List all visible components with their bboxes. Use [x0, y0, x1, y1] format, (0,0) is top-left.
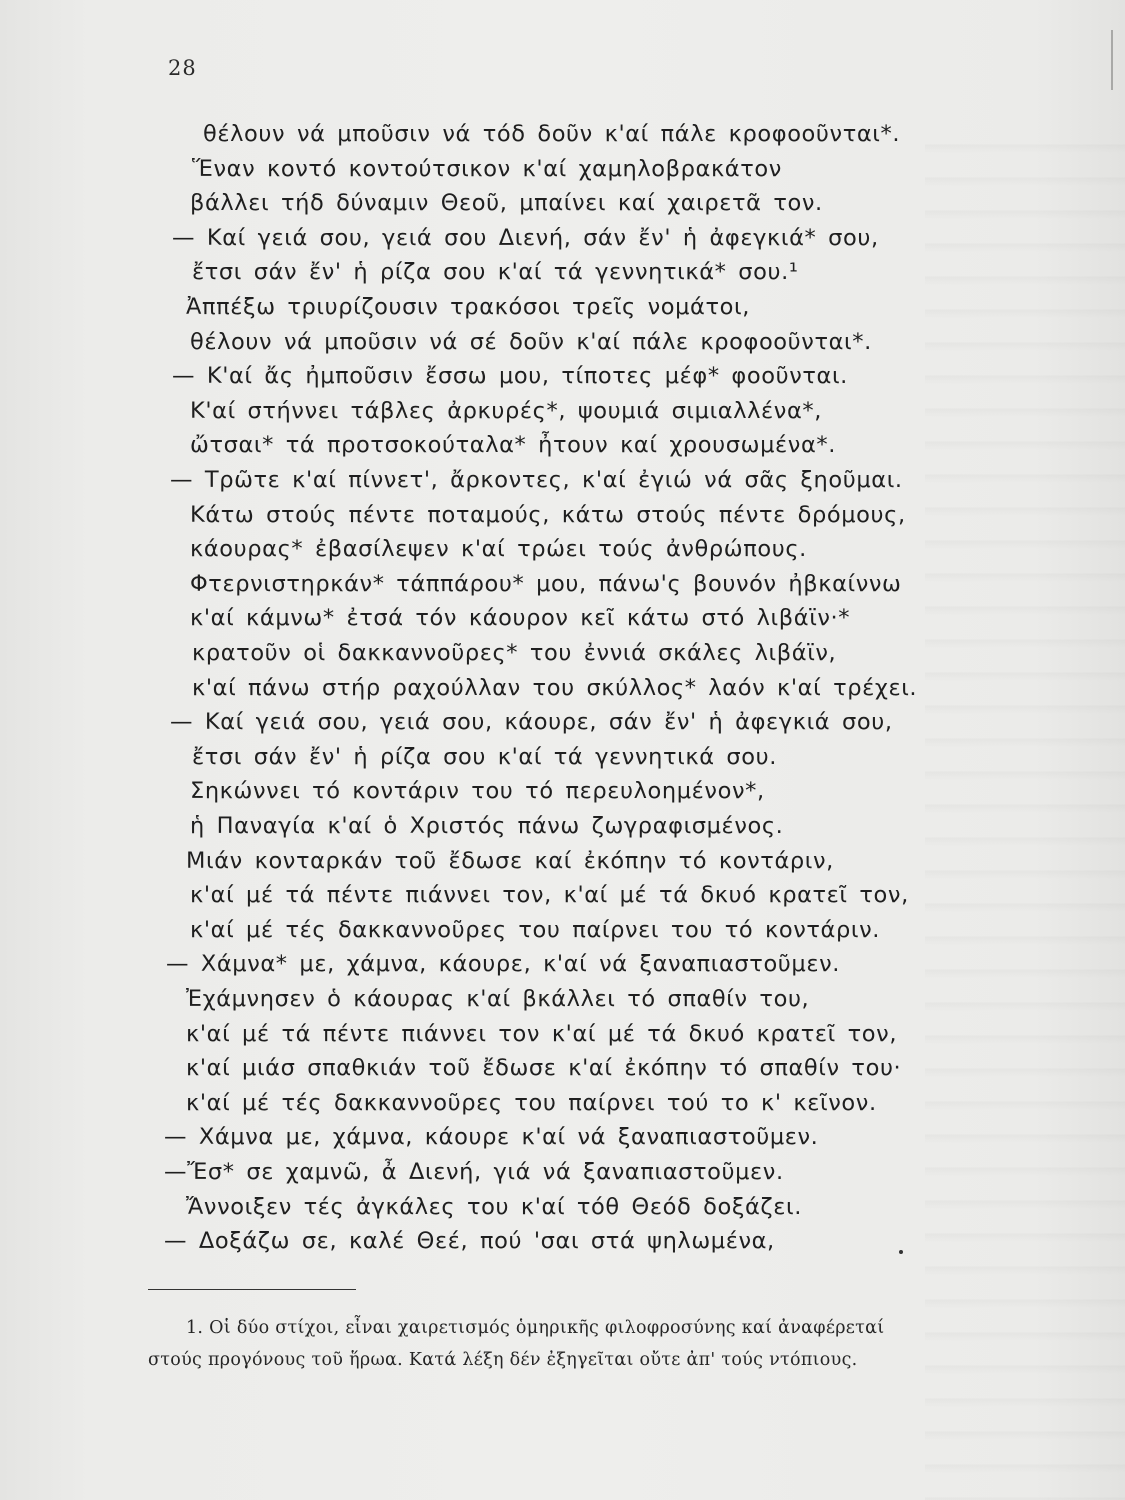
verse-line: Κάτω στούς πέντε ποταμούς, κάτω στούς πέντε δρόμους,: [190, 501, 906, 528]
page-number: 28: [168, 56, 197, 80]
verse-line: κ'αί μέ τές δακκαννοῦρες του παίρνει τού το κ' κεῖνον.: [186, 1089, 877, 1116]
verse-line: —Ἔσ* σε χαμνῶ, ἆ Διενή, γιά νά ξαναπιαστοῦμεν.: [164, 1159, 784, 1185]
verse-line: — Χάμνα με, χάμνα, κάουρε κ'αί νά ξαναπιαστοῦμεν.: [164, 1124, 819, 1151]
verse-line: ἔτσι σάν ἔν' ἡ ρίζα σου κ'αί τά γεννητικά σου.: [192, 743, 777, 770]
verse-line: Ἕναν κοντό κοντούτσικον κ'αί χαμηλοβρακάτον: [192, 155, 782, 182]
verse-line: κ'αί μιάσ σπαθκιάν τοῦ ἔδωσε κ'αί ἐκόπην τό σπαθίν του·: [186, 1055, 902, 1082]
verse-line: — Τρῶτε κ'αί πίννετ', ἄρκοντες, κ'αί ἐγιώ νά σᾶς ξηοῦμαι.: [170, 467, 903, 493]
verse-line: Κ'αί στήννει τάβλες ἀρκυρές*, ψουμιά σιμιαλλένα*,: [190, 397, 823, 424]
verse-line: κ'αί πάνω στήρ ραχούλλαν του σκύλλος* λαόν κ'αί τρέχει.: [192, 674, 918, 701]
verse-line: κ'αί μέ τές δακκαννοῦρες του παίρνει του τό κοντάριν.: [190, 916, 880, 943]
verse-line: ὤτσαι* τά προτσοκούταλα* ἦτουν καί χρουσωμένα*.: [190, 432, 836, 459]
verse-line: θέλουν νά μποῦσιν νά σέ δοῦν κ'αί πάλε κροφοοῦνται*.: [190, 328, 872, 355]
verse-line: βάλλει τήδ δύναμιν Θεοῦ, μπαίνει καί χαιρετᾶ τον.: [190, 190, 823, 217]
verse-line: κ'αί μέ τά πέντε πιάννει τον κ'αί μέ τά δκυό κρατεῖ τον,: [186, 1020, 898, 1047]
verse-line: κάουρας* ἐβασίλεψεν κ'αί τρώει τούς ἀνθρώπους.: [190, 536, 807, 563]
verse-line: Μιάν κονταρκάν τοῦ ἔδωσε καί ἐκόπην τό κοντάριν,: [186, 847, 834, 874]
verse-line: Σηκώννει τό κοντάριν του τό περευλοημένον*,: [190, 778, 765, 805]
verse-line: Φτερνιστηρκάν* τάππάρου* μου, πάνω'ς βουνόν ἠβκαίννω: [190, 570, 902, 597]
page-edge-mark: [1111, 30, 1113, 90]
verse-line: Ἄννοιξεν τές ἀγκάλες του κ'αί τόθ Θεόδ δοξάζει.: [186, 1193, 802, 1220]
verse-line: θέλουν νά μποῦσιν νά τόδ δοῦν κ'αί πάλε κροφοοῦνται*.: [203, 121, 901, 147]
verse-line: — Καί γειά σου, γειά σου Διενή, σάν ἔν' ἡ ἀφεγκιά* σου,: [172, 224, 879, 251]
show-through-texture: [925, 120, 1125, 1500]
verse-line: — Κ'αί ἄς ἠμποῦσιν ἔσσω μου, τίποτες μέφ* φοοῦνται.: [172, 363, 848, 390]
verse-line: κ'αί μέ τά πέντε πιάννει τον, κ'αί μέ τά δκυό κρατεῖ τον,: [190, 882, 909, 909]
verse-line: ἡ Παναγία κ'αί ὁ Χριστός πάνω ζωγραφισμένος.: [190, 813, 784, 839]
verse-line: ἔτσι σάν ἔν' ἡ ρίζα σου κ'αί τά γεννητικά* σου.¹: [192, 259, 799, 286]
verse-line: κρατοῦν οἱ δακκαννοῦρες* του ἐννιά σκάλες λιβάϊν,: [192, 640, 837, 666]
verse-line: — Δοξάζω σε, καλέ Θεέ, πού 'σαι στά ψηλωμένα,: [164, 1228, 775, 1255]
footnote-line: 1. Οἱ δύο στίχοι, εἶναι χαιρετισμός ὁμηρικῆς φιλοφροσύνης καί ἀναφέρεταί: [186, 1318, 885, 1338]
stray-dot: [899, 1250, 903, 1254]
footnote-line: στούς προγόνους τοῦ ἥρωα. Κατά λέξη δέν ἐξηγεῖται οὔτε ἀπ' τούς ντόπιους.: [148, 1350, 858, 1370]
footnote-rule: [148, 1289, 356, 1290]
verse-line: — Καί γειά σου, γειά σου, κάουρε, σάν ἔν' ἡ ἀφεγκιά σου,: [170, 709, 893, 736]
verse-line: Ἀππέξω τριυρίζουσιν τρακόσοι τρεῖς νομάτοι,: [186, 294, 750, 320]
verse-line: — Χάμνα* με, χάμνα, κάουρε, κ'αί νά ξαναπιαστοῦμεν.: [166, 951, 841, 978]
verse-line: κ'αί κάμνω* ἐτσά τόν κάουρον κεῖ κάτω στό λιβάϊν·*: [190, 605, 851, 632]
verse-line: Ἐχάμνησεν ὁ κάουρας κ'αί βκάλλει τό σπαθίν του,: [186, 986, 810, 1012]
